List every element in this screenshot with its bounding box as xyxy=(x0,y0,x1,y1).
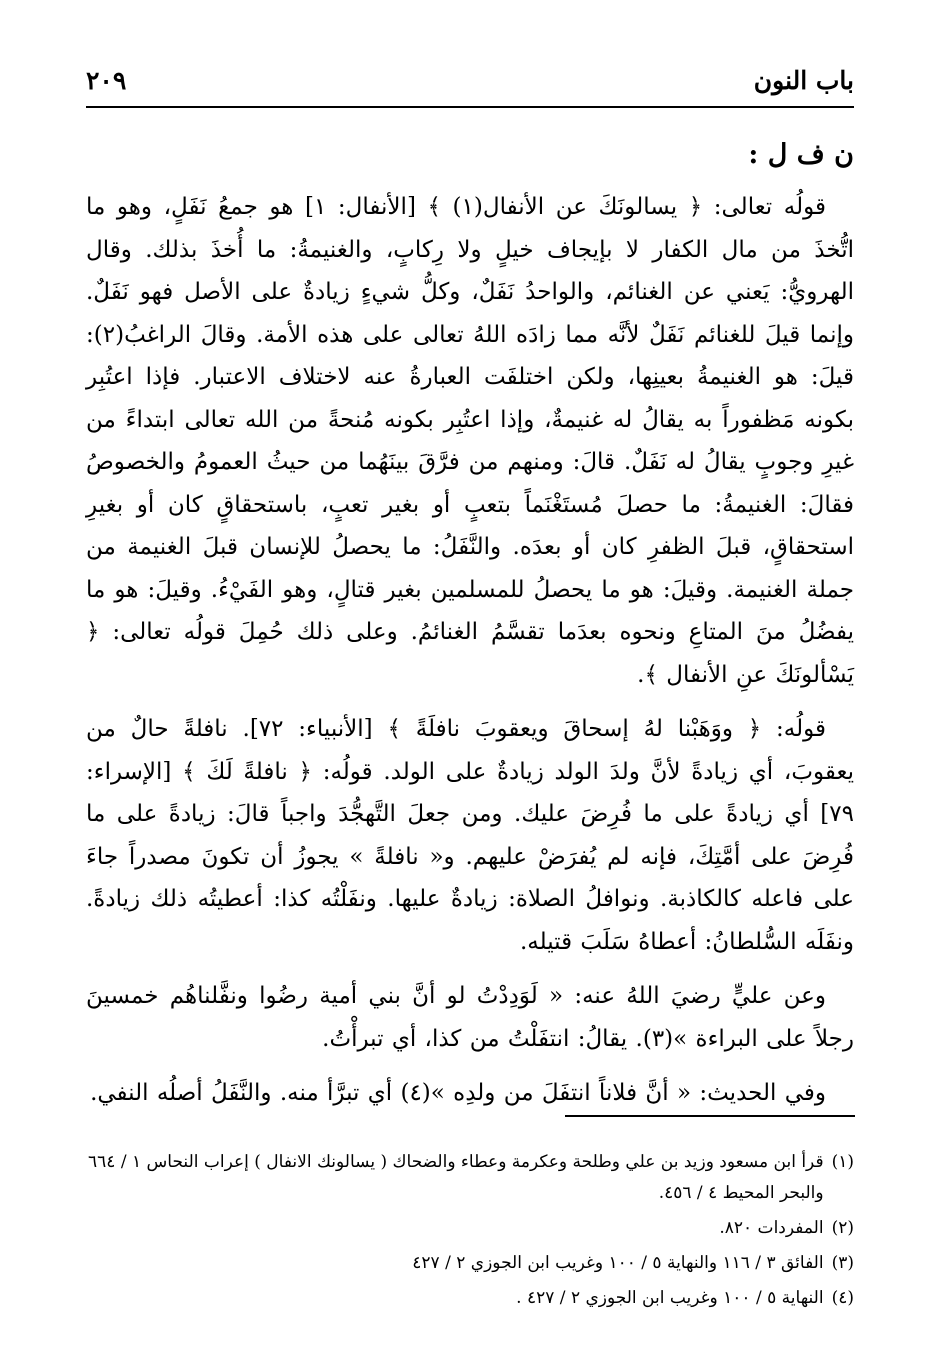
footnote-number: (٢) xyxy=(831,1218,854,1238)
footnotes xyxy=(86,1147,854,1318)
footnote xyxy=(86,1213,854,1244)
page-number: ٢٠٩ xyxy=(86,65,127,95)
footnote xyxy=(86,1283,854,1314)
footnote-text: الفائق ٣ / ١١٦ والنهاية ٥ / ١٠٠ وغريب ابن الجوزي ٢ / ٤٢٧ xyxy=(412,1253,824,1273)
paragraph: وفي الحديث: « أنَّ فلاناً انتفَلَ من ولدِه »(٤) أي تبرَّأ منه. والنَّفَلُ أصلُه النفي. xyxy=(90,1080,826,1106)
root-heading: ن ف ل : xyxy=(748,139,854,170)
header-divider xyxy=(86,106,854,108)
footnote-number: (٣) xyxy=(831,1253,854,1273)
chapter-title: باب النون xyxy=(753,65,854,95)
paragraph: قولُه: ﴿ ووَهَبْنا لهُ إسحاقَ ويعقوبَ نافلَةً ﴾ [الأنبياء: ٧٢]. نافلةً حالٌ من يعقوبَ، أي زيادةً لأنَّ ولدَ الولد زيادةٌ على الولد. قولُه: ﴿ نافلةً لَكَ ﴾ [الإسراء: ٧٩] أي زيادةً على ما فُرِضَ عليك. ومن جعلَ التَّهجُّدَ واجباً قالَ: زيادةً على ما فُرِضَ على أمَّتِكَ، فإنه لم يُفرَضْ عليهم. و« نافلةً » يجوزُ أن تكونَ مصدراً جاءَ على فاعله كالكاذبة. ونوافلُ الصلاة: زيادةٌ عليها. ونفَلْتُه كذا: أعطيتُه ذلك زيادةً. ونفَلَه السُّلطانُ: أعطاهُ سَلَبَ قتيله. xyxy=(86,716,854,955)
footnote-text: المفردات ٨٢٠. xyxy=(719,1218,824,1238)
footnote-number: (١) xyxy=(831,1152,854,1172)
footnote xyxy=(86,1147,854,1209)
footnote-number: (٤) xyxy=(831,1288,854,1308)
footnote-text: النهاية ٥ / ١٠٠ وغريب ابن الجوزي ٢ / ٤٢٧ . xyxy=(516,1288,824,1308)
footnote xyxy=(86,1248,854,1279)
paragraph: وعن عليٍّ رضيَ اللهُ عنه: « لَوَدِدْتُ لو أنَّ بني أمية رضُوا ونفَّلناهُم خمسينَ رجلاً على البراءة »(٣). يقالُ: انتفَلْتُ من كذا، أي تبرأْتُ. xyxy=(86,983,854,1052)
footnote-text: قرأ ابن مسعود وزيد بن علي وطلحة وعكرمة وعطاء والضحاك ( يسالونك الانفال ) إعراب النحاس ١ / ٦٦٤ والبحر المحيط ٤ / ٤٥٦. xyxy=(88,1152,824,1203)
paragraph: قولُه تعالى: ﴿ يسالونَكَ عن الأنفال(١) ﴾ [الأنفال: ١] هو جمعُ نَفَلٍ، وهو ما اتُّخذَ من مال الكفار لا بإيجاف خيلٍ ولا رِكابٍ، والغنيمةُ: ما أُخذَ بذلك. وقال الهرويُّ: يَعني عن الغنائم، والواحدُ نَفَلٌ، وكلُّ شيءٍ زيادةٌ على الأصل فهو نَفَلٌ. وإنما قيلَ للغنائم نَفَلٌ لأنَّه مما زادَه اللهُ تعالى على هذه الأمة. وقالَ الراغبُ(٢): قيلَ: هو الغنيمةُ بعينِها، ولكن اختلفَت العبارةُ عنه لاختلاف الاعتبار. فإذا اعتُبِر بكونه مَظفوراً به يقالُ له غنيمةٌ، وإذا اعتُبِر بكونه مُنحةً من الله تعالى ابتداءً من غيرِ وجوبٍ يقالُ له نَفَلٌ. قالَ: ومنهم من فرَّقَ بينَهُما من حيثُ العمومُ والخصوصُ فقالَ: الغنيمةُ: ما حصلَ مُستَغْنَماً بتعبٍ أو بغير تعبٍ، باستحقاقٍ كان أو بغيرِ استحقاقٍ، قبلَ الظفرِ كان أو بعدَه. والنَّفَلُ: ما يحصلُ للإنسان قبلَ الغنيمة من جملة الغنيمة. وقيلَ: هو ما يحصلُ للمسلمين بغير قتالٍ، وهو الفَيْءُ. وقيلَ: هو ما يفضُلُ منَ المتاعِ ونحوه بعدَما تقسَّمُ الغنائمُ. وعلى ذلك حُمِلَ قولُه تعالى: ﴿ يَسْألونَكَ عنِ الأنفال ﴾. xyxy=(86,194,854,688)
running-header xyxy=(86,58,854,102)
footnote-divider xyxy=(565,1115,855,1117)
main-text xyxy=(86,132,854,1127)
